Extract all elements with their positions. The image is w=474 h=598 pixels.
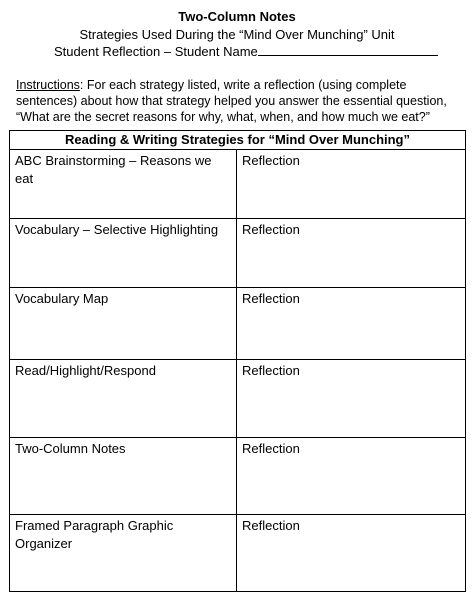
reflection-cell[interactable]: Reflection — [237, 515, 466, 592]
table-row — [10, 219, 466, 288]
student-name-line — [54, 42, 438, 61]
strategy-cell: ABC Brainstorming – Reasons we eat — [10, 150, 237, 219]
table-row — [10, 438, 466, 515]
instructions-line-3: “What are the secret reasons for why, what, when, and how much we eat?” — [16, 110, 430, 124]
document-subtitle: Strategies Used During the “Mind Over Munching” Unit — [79, 27, 395, 42]
table-row — [10, 515, 466, 592]
strategy-cell: Vocabulary Map — [10, 288, 237, 360]
instructions-line-2: sentences) about how that strategy helped you answer the essential question, — [16, 94, 447, 108]
reflection-cell[interactable]: Reflection — [237, 219, 466, 288]
reflection-cell[interactable]: Reflection — [237, 360, 466, 438]
document-title: Two-Column Notes — [178, 9, 296, 24]
table-row — [10, 150, 466, 219]
table-row — [10, 360, 466, 438]
strategy-cell: Two-Column Notes — [10, 438, 237, 515]
instructions-line-1 — [16, 77, 466, 93]
reflection-cell[interactable]: Reflection — [237, 438, 466, 515]
table-header: Reading & Writing Strategies for “Mind Over Munching” — [10, 131, 466, 150]
strategies-table — [9, 130, 466, 592]
table-header-row — [10, 131, 466, 150]
strategy-cell: Vocabulary – Selective Highlighting — [10, 219, 237, 288]
student-name-blank[interactable] — [258, 42, 438, 56]
instructions-label: Instructions — [16, 78, 80, 92]
reflection-cell[interactable]: Reflection — [237, 288, 466, 360]
strategy-cell: Read/Highlight/Respond — [10, 360, 237, 438]
strategy-cell: Framed Paragraph Graphic Organizer — [10, 515, 237, 592]
table-row — [10, 288, 466, 360]
instructions-text-1: : For each strategy listed, write a reflection (using complete — [79, 78, 407, 92]
reflection-cell[interactable]: Reflection — [237, 150, 466, 219]
instructions-block — [16, 77, 466, 125]
student-reflection-label: Student Reflection – Student Name — [54, 44, 258, 59]
